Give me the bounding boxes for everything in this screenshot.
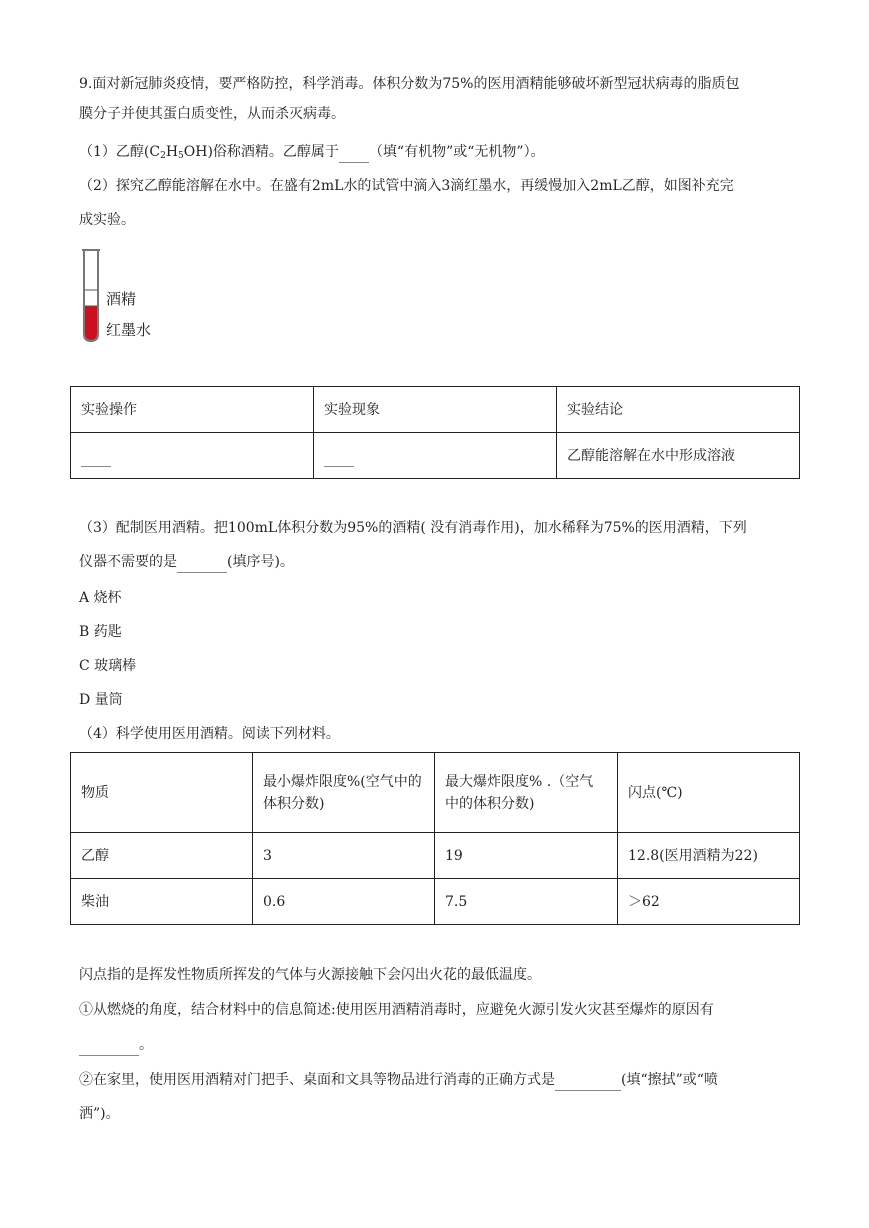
header-max-explosion: 最大爆炸限度% .（空气中的体积分数) bbox=[435, 753, 618, 833]
header-operation: 实验操作 bbox=[71, 387, 314, 433]
test-tube-figure bbox=[80, 244, 180, 344]
question-intro-line1: 9.面对新冠肺炎疫情，要严格防控，科学消毒。体积分数为75%的医用酒精能够破坏新型冠状病毒的脂质包 bbox=[79, 76, 740, 92]
part2-line2: 成实验。 bbox=[79, 212, 135, 228]
cell-diesel-name: 柴油 bbox=[71, 879, 253, 925]
cell-ethanol-min: 3 bbox=[253, 833, 435, 879]
header-flash-point: 闪点(℃) bbox=[618, 753, 800, 833]
part3-line2 bbox=[79, 552, 294, 573]
cell-diesel-max: 7.5 bbox=[435, 879, 618, 925]
header-phenomenon: 实验现象 bbox=[314, 387, 557, 433]
part2-line1: （2）探究乙醇能溶解在水中。在盛有2mL水的试管中滴入3滴红墨水，再缓慢加入2mL乙醇，如图补充完 bbox=[79, 178, 734, 194]
subq2-line1 bbox=[79, 1070, 718, 1091]
part1-post: OH)俗称酒精。乙醇属于 bbox=[183, 144, 339, 160]
conclusion-cell: 乙醇能溶解在水中形成溶液 bbox=[557, 433, 800, 479]
part1-pre: （1）乙醇(C bbox=[79, 144, 161, 160]
answer-blank-1[interactable] bbox=[339, 142, 369, 163]
subq2-post: (填“擦拭”或“喷 bbox=[621, 1072, 718, 1088]
subq1-line1: ①从燃烧的角度，结合材料中的信息简述:使用医用酒精消毒时，应避免火源引发火灾甚至爆炸的原因有 bbox=[79, 1002, 714, 1018]
cell-ethanol-max: 19 bbox=[435, 833, 618, 879]
experiment-table bbox=[70, 386, 800, 479]
subq2-pre: ②在家里，使用医用酒精对门把手、桌面和文具等物品进行消毒的正确方式是 bbox=[79, 1072, 555, 1088]
option-b: B 药匙 bbox=[79, 624, 122, 640]
part1-text bbox=[79, 142, 545, 166]
material-table bbox=[70, 752, 800, 925]
option-c: C 玻璃棒 bbox=[79, 658, 137, 674]
part1-sub2: 5 bbox=[178, 151, 184, 161]
option-a: A 烧杯 bbox=[79, 590, 122, 606]
part4-text: （4）科学使用医用酒精。阅读下列材料。 bbox=[79, 726, 340, 742]
part3-pre: 仪器不需要的是 bbox=[79, 554, 177, 570]
part3-post: (填序号)。 bbox=[227, 554, 294, 570]
answer-blank-4[interactable] bbox=[79, 1035, 139, 1056]
question-intro-line2: 膜分子并使其蛋白质变性，从而杀灭病毒。 bbox=[79, 106, 345, 122]
figure-label-alcohol: 酒精 bbox=[106, 290, 137, 308]
answer-blank-3[interactable] bbox=[177, 552, 227, 573]
phenomenon-cell[interactable] bbox=[314, 433, 557, 479]
figure-label-red-ink: 红墨水 bbox=[106, 321, 152, 339]
answer-blank-5[interactable] bbox=[555, 1070, 621, 1091]
answer-blank-phenomenon[interactable] bbox=[324, 444, 354, 467]
header-substance: 物质 bbox=[71, 753, 253, 833]
subq2-line2: 洒”)。 bbox=[79, 1106, 120, 1122]
flash-point-definition: 闪点指的是挥发性物质所挥发的气体与火源接触下会闪出火花的最低温度。 bbox=[79, 967, 541, 983]
header-min-explosion: 最小爆炸限度%(空气中的体积分数) bbox=[253, 753, 435, 833]
subq1-post: 。 bbox=[139, 1037, 153, 1053]
part1-tail: （填“有机物”或“无机物”）。 bbox=[368, 144, 545, 160]
cell-diesel-min: 0.6 bbox=[253, 879, 435, 925]
option-d: D 量筒 bbox=[79, 692, 123, 708]
subq1-line2 bbox=[79, 1035, 153, 1056]
header-conclusion: 实验结论 bbox=[557, 387, 800, 433]
part1-sub1: 2 bbox=[160, 151, 166, 161]
operation-cell[interactable] bbox=[71, 433, 314, 479]
part3-line1: （3）配制医用酒精。把100mL体积分数为95%的酒精( 没有消毒作用)，加水稀释为75%的医用酒精，下列 bbox=[79, 520, 747, 536]
cell-ethanol-name: 乙醇 bbox=[71, 833, 253, 879]
cell-diesel-flash: ＞62 bbox=[618, 879, 800, 925]
cell-ethanol-flash: 12.8(医用酒精为22) bbox=[618, 833, 800, 879]
answer-blank-operation[interactable] bbox=[81, 444, 111, 467]
part1-mid: H bbox=[165, 144, 179, 160]
